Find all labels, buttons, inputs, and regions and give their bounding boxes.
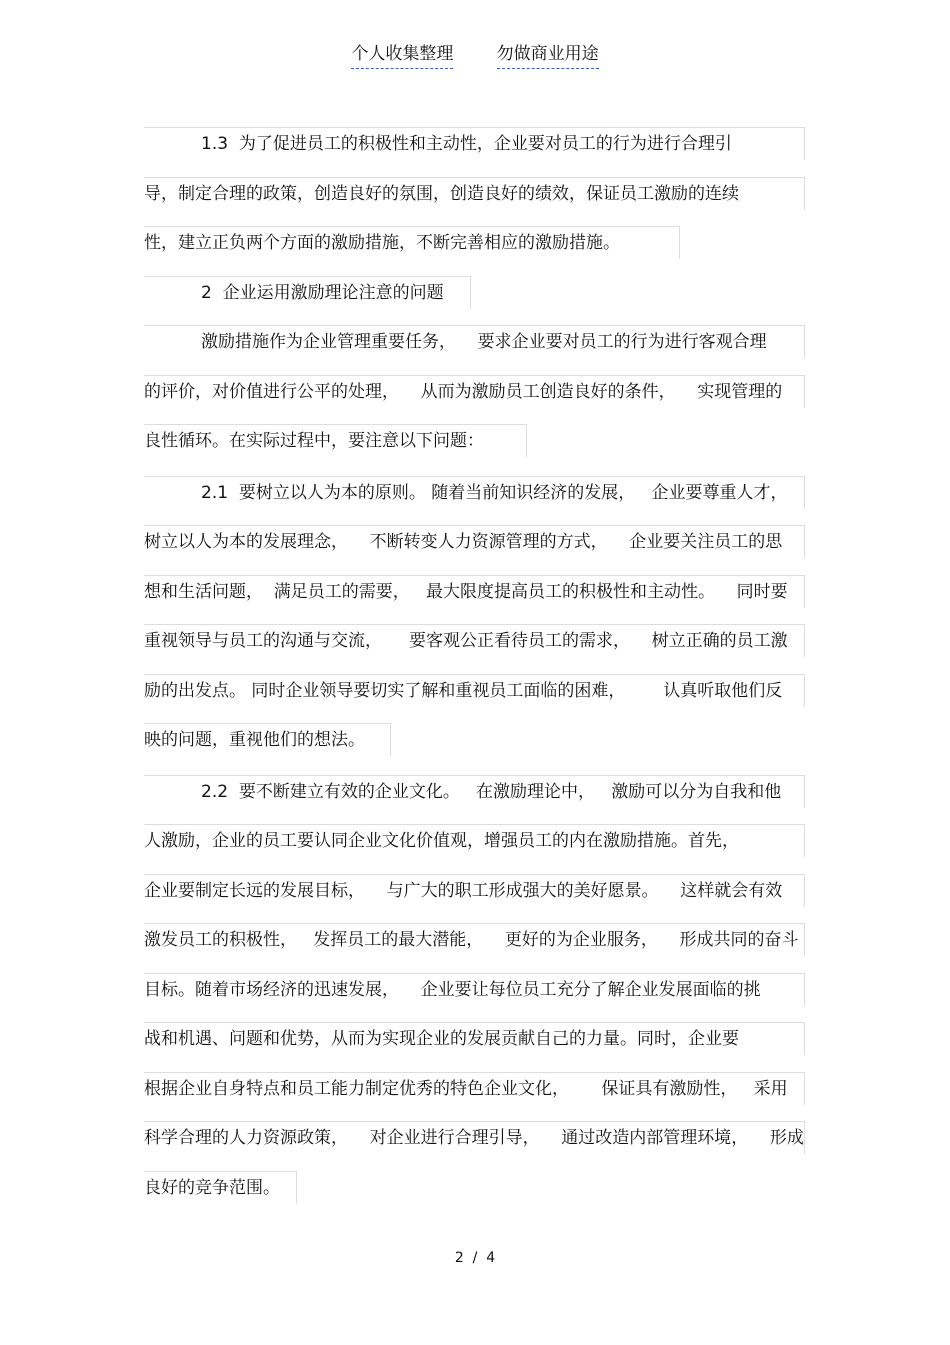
page-number: 2 / 4 bbox=[454, 1250, 496, 1266]
paragraph-1-3-line-3: 性，建立正负两个方面的激励措施，不断完善相应的激励措施。 bbox=[144, 233, 620, 253]
section-2-heading: 2 企业运用激励理论注意的问题 bbox=[201, 283, 444, 303]
paragraph-2-2-line-9: 良好的竞争范围。 bbox=[144, 1178, 280, 1198]
paragraph-2-line-2: 的评价，对价值进行公平的处理， 从而为激励员工创造良好的条件， 实现管理的 bbox=[144, 382, 783, 402]
paragraph-2-1-line-2: 树立以人为本的发展理念， 不断转变人力资源管理的方式， 企业要关注员工的思 bbox=[144, 532, 783, 552]
paragraph-2-2-line-3: 企业要制定长远的发展目标， 与广大的职工形成强大的美好愿景。 这样就会有效 bbox=[144, 881, 783, 901]
paragraph-1-3-line-2: 导，制定合理的政策，创造良好的氛围，创造良好的绩效，保证员工激励的连续 bbox=[144, 184, 739, 204]
paragraph-2-line-3: 良性循环。在实际过程中，要注意以下问题： bbox=[144, 431, 484, 451]
paragraph-2-2-line-8: 科学合理的人力资源政策， 对企业进行合理引导， 通过改造内部管理环境， 形成 bbox=[144, 1128, 804, 1148]
paragraph-2-2-line-5: 目标。随着市场经济的迅速发展， 企业要让每位员工充分了解企业发展面临的挑 bbox=[144, 980, 761, 1000]
paragraph-2-line-1: 激励措施作为企业管理重要任务， 要求企业要对员工的行为进行客观合理 bbox=[201, 332, 767, 352]
header-text-right: 勿做商业用途 bbox=[497, 42, 599, 69]
header-text-left: 个人收集整理 bbox=[351, 42, 453, 69]
paragraph-1-3-line-1: 1.3 为了促进员工的积极性和主动性，企业要对员工的行为进行合理引 bbox=[201, 134, 732, 154]
paragraph-2-1-line-6: 映的问题，重视他们的想法。 bbox=[144, 730, 365, 750]
paragraph-2-2-line-1: 2.2 要不断建立有效的企业文化。 在激励理论中， 激励可以分为自我和他 bbox=[201, 782, 782, 802]
paragraph-2-2-line-7: 根据企业自身特点和员工能力制定优秀的特色企业文化， 保证具有激励性， 采用 bbox=[144, 1079, 788, 1099]
paragraph-2-2-line-4: 激发员工的积极性， 发挥员工的最大潜能， 更好的为企业服务， 形成共同的奋斗 bbox=[144, 930, 799, 950]
page-header bbox=[0, 42, 950, 69]
paragraph-2-1-line-1: 2.1 要树立以人为本的原则。 随着当前知识经济的发展， 企业要尊重人才， bbox=[201, 483, 788, 503]
paragraph-2-2-line-2: 人激励，企业的员工要认同企业文化价值观，增强员工的内在激励措施。首先， bbox=[144, 831, 739, 851]
paragraph-2-1-line-3: 想和生活问题， 满足员工的需要， 最大限度提高员工的积极性和主动性。 同时要 bbox=[144, 582, 788, 602]
paragraph-2-1-line-4: 重视领导与员工的沟通与交流， 要客观公正看待员工的需求， 树立正确的员工激 bbox=[144, 631, 788, 651]
paragraph-2-2-line-6: 战和机遇、问题和优势，从而为实现企业的发展贡献自己的力量。同时，企业要 bbox=[144, 1029, 739, 1049]
paragraph-2-1-line-5: 励的出发点。 同时企业领导要切实了解和重视员工面临的困难， 认真听取他们反 bbox=[144, 681, 783, 701]
